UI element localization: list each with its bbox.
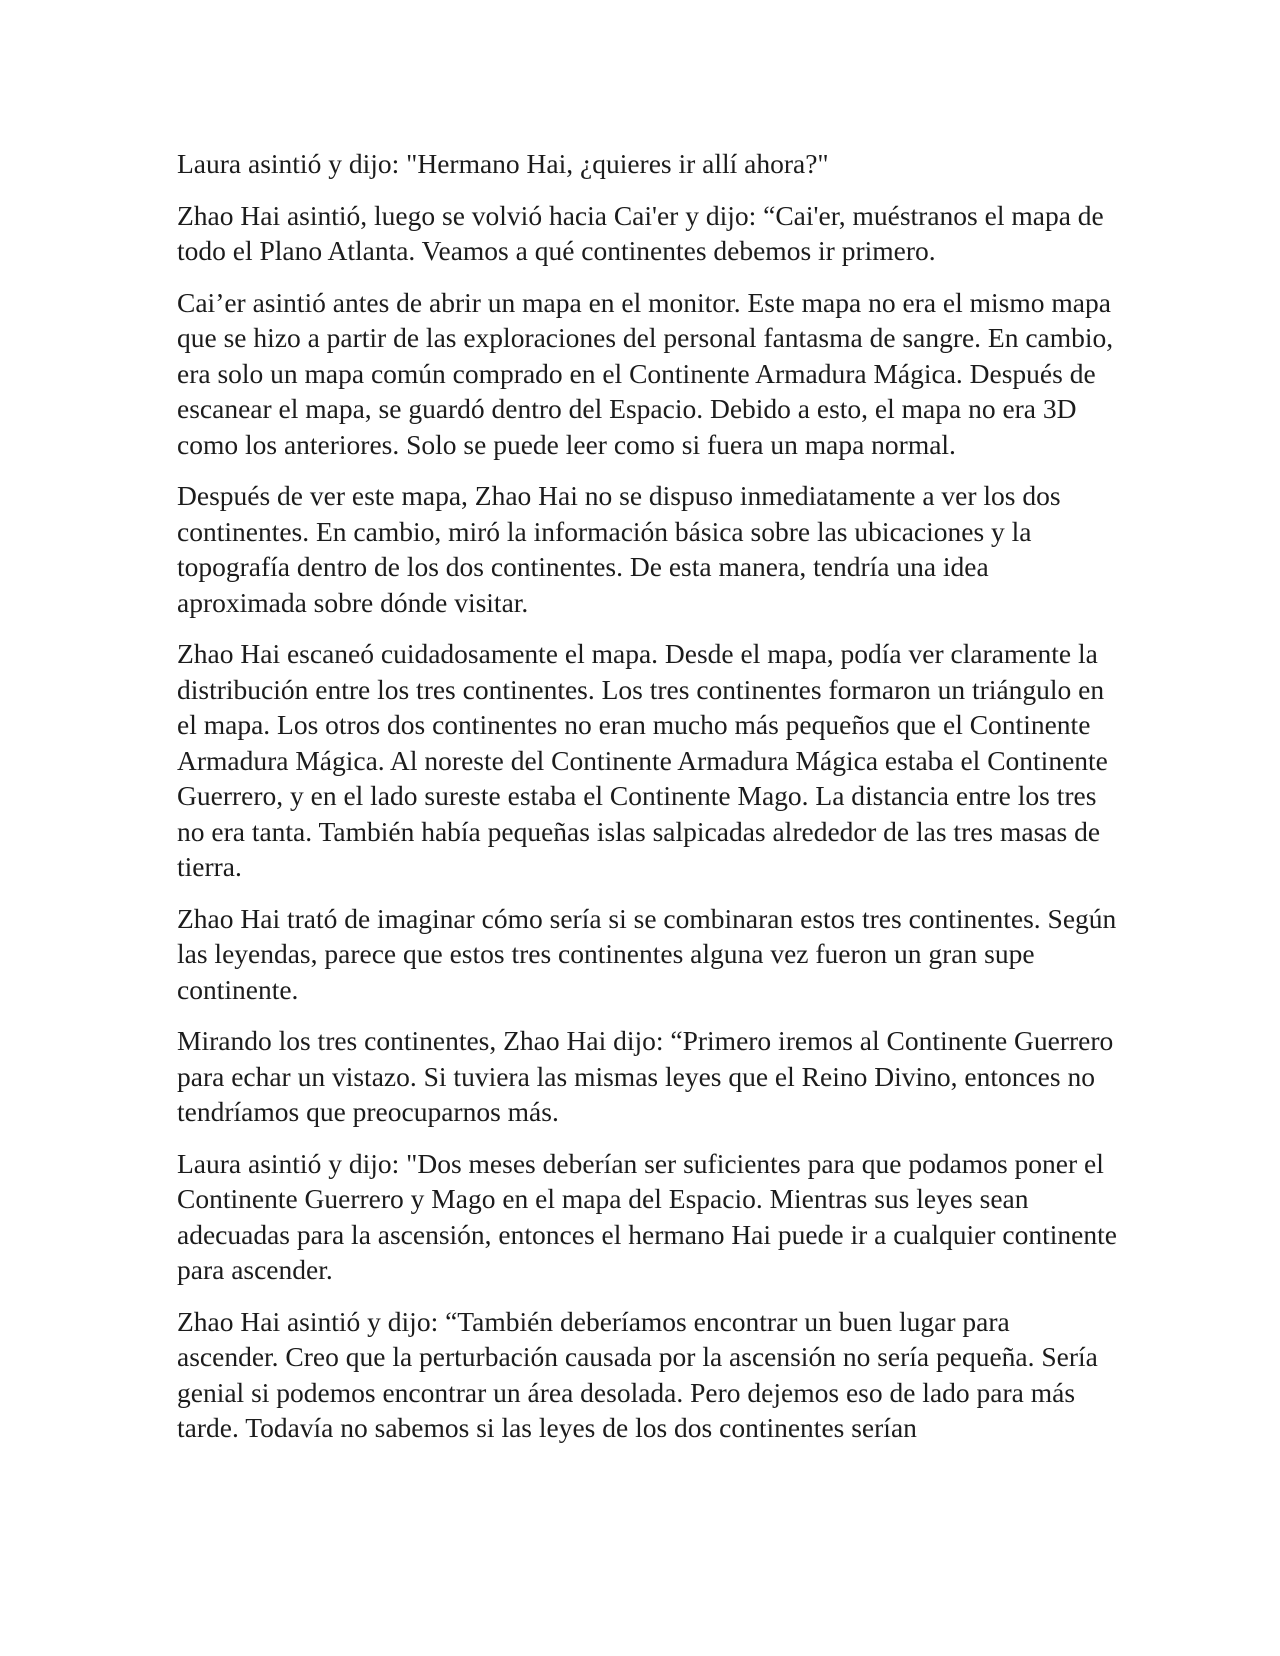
paragraph: Zhao Hai asintió y dijo: “También deberíamos encontrar un buen lugar para ascender. Creo que la perturbación causada por la ascensión no sería pequeña. Sería genial si podemos encontrar un área desolada. Pero dejemos eso de lado para más tarde. Todavía no sabemos si las leyes de los dos continentes serían (177, 1305, 1098, 1443)
paragraph: Zhao Hai trató de imaginar cómo sería si se combinaran estos tres continentes. Según las leyendas, parece que estos tres continentes alguna vez fueron un gran supe continente. (177, 902, 1117, 1005)
document-body (177, 146, 1117, 1462)
paragraph: Después de ver este mapa, Zhao Hai no se dispuso inmediatamente a ver los dos continentes. En cambio, miró la información básica sobre las ubicaciones y la topografía dentro de los dos continentes. De esta manera, tendría una idea aproximada sobre dónde visitar. (177, 480, 1061, 618)
paragraph: Laura asintió y dijo: "Dos meses deberían ser suficientes para que podamos poner el Continente Guerrero y Mago en el mapa del Espacio. Mientras sus leyes sean adecuadas para la ascensión, entonces el hermano Hai puede ir a cualquier continente para ascender. (177, 1147, 1117, 1285)
paragraph: Mirando los tres continentes, Zhao Hai dijo: “Primero iremos al Continente Guerrero para echar un vistazo. Si tuviera las mismas leyes que el Reino Divino, entonces no tendríamos que preocuparnos más. (177, 1025, 1114, 1127)
paragraph: Zhao Hai asintió, luego se volvió hacia Cai'er y dijo: “Cai'er, muéstranos el mapa de todo el Plano Atlanta. Veamos a qué continentes debemos ir primero. (177, 199, 1104, 266)
paragraph: Cai’er asintió antes de abrir un mapa en el monitor. Este mapa no era el mismo mapa que se hizo a partir de las exploraciones del personal fantasma de sangre. En cambio, era solo un mapa común comprado en el Continente Armadura Mágica. Después de escanear el mapa, se guardó dentro del Espacio. Debido a esto, el mapa no era 3D como los anteriores. Solo se puede leer como si fuera un mapa normal. (177, 286, 1114, 460)
paragraph: Laura asintió y dijo: "Hermano Hai, ¿quieres ir allí ahora?" (177, 148, 829, 179)
paragraph: Zhao Hai escaneó cuidadosamente el mapa. Desde el mapa, podía ver claramente la distribución entre los tres continentes. Los tres continentes formaron un triángulo en el mapa. Los otros dos continentes no eran mucho más pequeños que el Continente Armadura Mágica. Al noreste del Continente Armadura Mágica estaba el Continente Guerrero, y en el lado sureste estaba el Continente Mago. La distancia entre los tres no era tanta. También había pequeñas islas salpicadas alrededor de las tres masas de tierra. (177, 638, 1108, 882)
